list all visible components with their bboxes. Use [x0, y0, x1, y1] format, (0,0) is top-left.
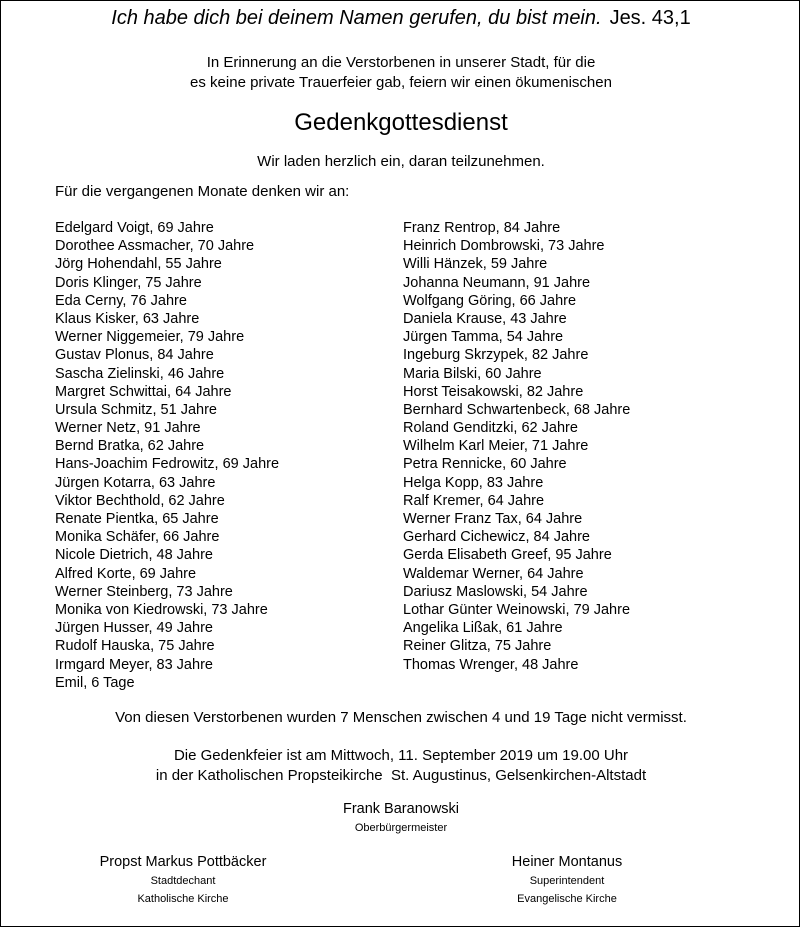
- deceased-entry: Dorothee Assmacher, 70 Jahre: [55, 238, 255, 255]
- deceased-entry: Roland Genditzki, 62 Jahre: [403, 420, 578, 437]
- deceased-entry: Jürgen Husser, 49 Jahre: [55, 620, 213, 637]
- verse-reference: Jes. 43,1: [609, 7, 691, 29]
- deceased-entry: Angelika Lißak, 61 Jahre: [403, 620, 563, 637]
- deceased-entry: Gustav Plonus, 84 Jahre: [55, 347, 214, 364]
- deceased-entry: Alfred Korte, 69 Jahre: [55, 565, 197, 582]
- catholic-church: Katholische Kirche: [137, 893, 229, 905]
- deceased-entry: Jörg Hohendahl, 55 Jahre: [55, 256, 222, 273]
- bible-verse: [1, 7, 800, 30]
- deceased-entry: Lothar Günter Weinowski, 79 Jahre: [403, 601, 631, 618]
- catholic-name: Propst Markus Pottbäcker: [99, 854, 267, 870]
- deceased-entry: Wilhelm Karl Meier, 71 Jahre: [403, 438, 589, 455]
- deceased-entry: Franz Rentrop, 84 Jahre: [403, 220, 561, 236]
- deceased-entry: Doris Klinger, 75 Jahre: [55, 274, 202, 291]
- event-details: [1, 746, 800, 786]
- deceased-entry: Maria Bilski, 60 Jahre: [403, 365, 542, 382]
- deceased-entry: Klaus Kisker, 63 Jahre: [55, 310, 200, 327]
- mayor-role: Oberbürgermeister: [354, 822, 448, 834]
- deceased-entry: Jürgen Tamma, 54 Jahre: [403, 329, 564, 346]
- deceased-entry: Helga Kopp, 83 Jahre: [403, 474, 544, 491]
- deceased-entry: Jürgen Kotarra, 63 Jahre: [55, 474, 216, 491]
- deceased-entry: Waldemar Werner, 64 Jahre: [403, 565, 584, 582]
- intro-line-2: es keine private Trauerfeier gab, feiern wir einen ökumenischen: [190, 74, 612, 91]
- deceased-entry: Monika Schäfer, 66 Jahre: [55, 529, 220, 546]
- event-line-1: Die Gedenkfeier ist am Mittwoch, 11. September 2019 um 19.00 Uhr: [173, 747, 629, 764]
- deceased-entry: Edelgard Voigt, 69 Jahre: [55, 220, 214, 236]
- deceased-entry: Petra Rennicke, 60 Jahre: [403, 456, 567, 473]
- deceased-entry: Renate Pientka, 65 Jahre: [55, 511, 219, 527]
- months-intro: Für die vergangenen Monate denken wir an:: [55, 183, 350, 200]
- catholic-role: Stadtdechant: [150, 875, 216, 887]
- event-line-2: in der Katholischen Propsteikirche St. Augustinus, Gelsenkirchen-Altstadt: [155, 767, 647, 784]
- deceased-entry: Heinrich Dombrowski, 73 Jahre: [403, 238, 605, 255]
- deceased-entry: Reiner Glitza, 75 Jahre: [403, 638, 552, 655]
- deceased-entry: Eda Cerny, 76 Jahre: [55, 292, 187, 309]
- invitation-text: Wir laden herzlich ein, daran teilzunehmen.: [257, 153, 545, 170]
- deceased-entry: Irmgard Meyer, 83 Jahre: [55, 656, 213, 673]
- deceased-entry: Margret Schwittai, 64 Jahre: [55, 383, 232, 400]
- missing-note: Von diesen Verstorbenen wurden 7 Menschen zwischen 4 und 19 Tage nicht vermisst.: [115, 709, 687, 726]
- deceased-entry: Ingeburg Skrzypek, 82 Jahre: [403, 347, 589, 364]
- deceased-entry: Monika von Kiedrowski, 73 Jahre: [55, 601, 268, 618]
- protestant-role: Superintendent: [529, 875, 605, 887]
- deceased-entry: Viktor Bechthold, 62 Jahre: [55, 492, 225, 509]
- deceased-entry: Sascha Zielinski, 46 Jahre: [55, 365, 225, 382]
- deceased-entry: Bernd Bratka, 62 Jahre: [55, 438, 205, 455]
- protestant-name: Heiner Montanus: [511, 854, 623, 870]
- deceased-entry: Emil, 6 Tage: [55, 674, 135, 691]
- deceased-entry: Horst Teisakowski, 82 Jahre: [403, 383, 584, 400]
- deceased-entry: Johanna Neumann, 91 Jahre: [403, 274, 591, 291]
- deceased-list-left: [55, 219, 279, 692]
- deceased-entry: Willi Hänzek, 59 Jahre: [403, 256, 548, 273]
- deceased-entry: Gerhard Cichewicz, 84 Jahre: [403, 529, 590, 546]
- intro-line-1: In Erinnerung an die Verstorbenen in unserer Stadt, für die: [206, 54, 596, 71]
- deceased-entry: Werner Netz, 91 Jahre: [55, 420, 201, 437]
- verse-text: Ich habe dich bei deinem Namen gerufen, du bist mein.: [111, 7, 602, 29]
- deceased-list-right: [403, 219, 630, 674]
- deceased-entry: Gerda Elisabeth Greef, 95 Jahre: [403, 547, 612, 564]
- deceased-entry: Dariusz Maslowski, 54 Jahre: [403, 583, 588, 600]
- deceased-entry: Werner Franz Tax, 64 Jahre: [403, 511, 583, 527]
- deceased-entry: Rudolf Hauska, 75 Jahre: [55, 638, 215, 655]
- intro-text: [1, 53, 800, 93]
- deceased-entry: Nicole Dietrich, 48 Jahre: [55, 547, 213, 564]
- deceased-entry: Hans-Joachim Fedrowitz, 69 Jahre: [55, 456, 280, 473]
- protestant-church: Evangelische Kirche: [517, 893, 617, 905]
- deceased-entry: Daniela Krause, 43 Jahre: [403, 310, 567, 327]
- mayor-name: Frank Baranowski: [342, 801, 460, 817]
- deceased-entry: Thomas Wrenger, 48 Jahre: [403, 656, 579, 673]
- page-title: Gedenkgottesdienst: [294, 109, 508, 136]
- deceased-entry: Werner Steinberg, 73 Jahre: [55, 583, 233, 600]
- deceased-entry: Ursula Schmitz, 51 Jahre: [55, 401, 217, 418]
- deceased-entry: Wolfgang Göring, 66 Jahre: [403, 292, 577, 309]
- deceased-entry: Werner Niggemeier, 79 Jahre: [55, 329, 245, 346]
- deceased-entry: Ralf Kremer, 64 Jahre: [403, 492, 545, 509]
- deceased-entry: Bernhard Schwartenbeck, 68 Jahre: [403, 401, 631, 418]
